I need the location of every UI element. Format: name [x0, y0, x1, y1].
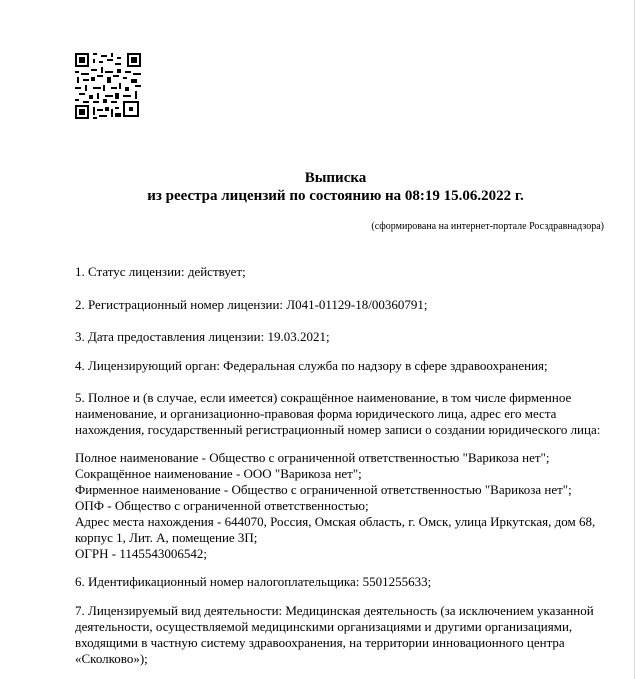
activity-line: 7. Лицензируемый вид деятельности: Медицинская деятельность (за исключением указанной [75, 603, 594, 618]
registration-number: 2. Регистрационный номер лицензии: Л041-01129-18/00360791; [75, 297, 428, 312]
ogrn: ОГРН - 1145543006542; [75, 546, 207, 561]
document-subtitle: из реестра лицензий по состоянию на 08:19 15.06.2022 г. [147, 188, 524, 204]
activity-line: деятельности, осуществляемой медицинскими организациями и другими организациями, [75, 619, 573, 634]
brand-name: Фирменное наименование - Общество с ограниченной ответственностью "Варикоза нет"; [75, 482, 572, 497]
qr-code-icon [75, 53, 141, 119]
source-note: (сформирована на интернет-портале Росздравнадзора) [371, 221, 604, 232]
name-heading-line: наименование, и организационно-правовая форма юридического лица, адрес его места [75, 406, 557, 421]
address-line: корпус 1, Лит. А, помещение 3П; [75, 530, 258, 545]
licensing-authority: 4. Лицензирующий орган: Федеральная служба по надзору в сфере здравоохранения; [75, 358, 548, 373]
issue-date: 3. Дата предоставления лицензии: 19.03.2021; [75, 329, 330, 344]
name-heading-line: нахождения, государственный регистрационный номер записи о создании юридического лица: [75, 422, 601, 437]
activity-line: «Сколково»); [75, 651, 148, 666]
name-heading-line: 5. Полное и (в случае, если имеется) сокращённое наименование, в том числе фирменное [75, 390, 572, 405]
license-status: 1. Статус лицензии: действует; [75, 264, 246, 279]
inn: 6. Идентификационный номер налогоплательщика: 5501255633; [75, 574, 432, 589]
document-title: Выписка [304, 170, 367, 186]
address-line: Адрес места нахождения - 644070, Россия, Омская область, г. Омск, улица Иркутская, дом 68, [75, 514, 596, 529]
short-name: Сокращённое наименование - ООО "Варикоза нет"; [75, 466, 362, 481]
full-name: Полное наименование - Общество с ограниченной ответственностью "Варикоза нет"; [75, 450, 550, 465]
legal-form: ОПФ - Общество с ограниченной ответственностью; [75, 498, 369, 513]
activity-line: входящими в частную систему здравоохранения, на территории инновационного центра [75, 635, 565, 650]
